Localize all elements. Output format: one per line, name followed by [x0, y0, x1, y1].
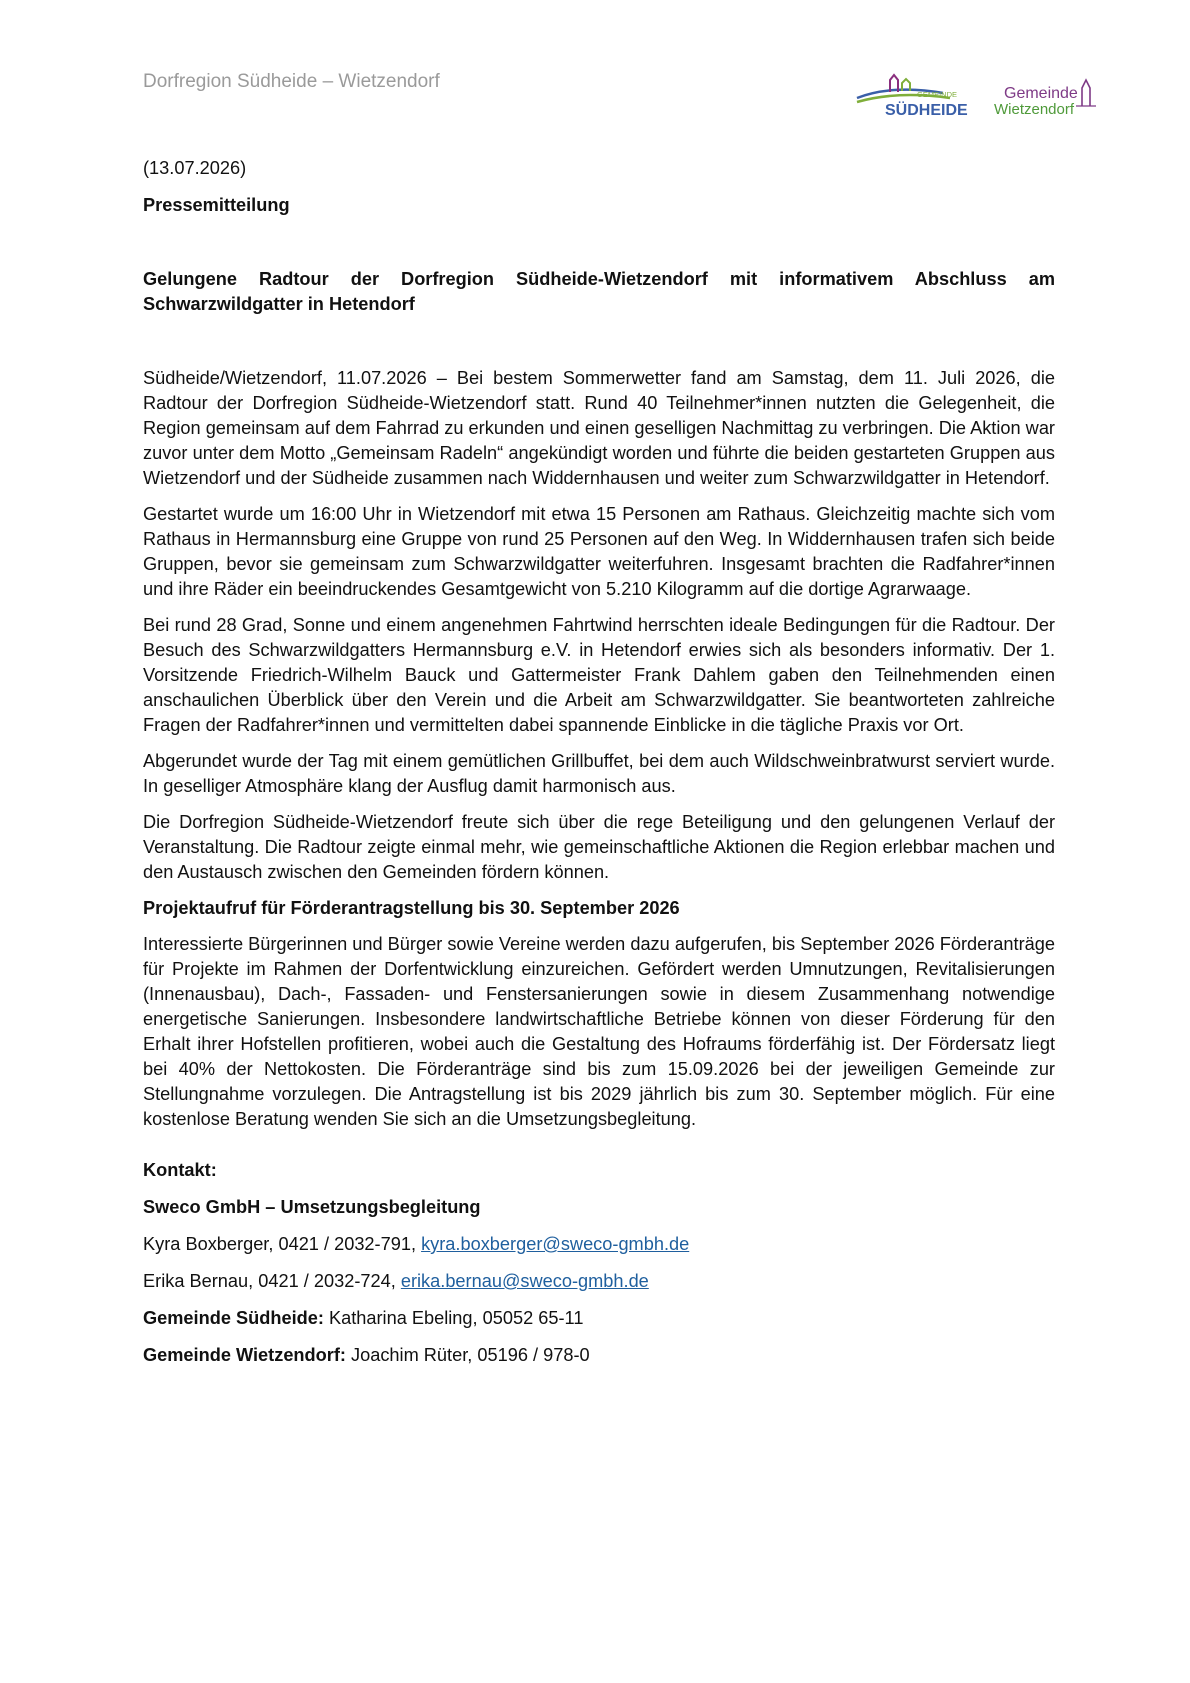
sudheide-logo	[855, 72, 985, 127]
contact-person	[143, 1232, 1055, 1257]
project-subheading: Projektaufruf für Förderantragstellung bis 30. September 2026	[143, 898, 680, 918]
wietzendorf-logo-line2: Wietzendorf	[994, 101, 1075, 118]
sudheide-logo-small: GEMEINDE	[917, 90, 958, 99]
project-paragraph: Interessierte Bürgerinnen und Bürger sowie Vereine werden dazu aufgerufen, bis September 2026 Förderanträge für Projekte im Rahmen der Dorfentwicklung einzureichen. Gefördert werden Umnutzungen, Revitalisierungen (Innenausbau), Dach-, Fassaden- und Fenstersanierungen sowie in diesem Zusammenhang notwendige energetische Sanierungen. Insbesondere landwirtschaftliche Betriebe können von dieser Förderung für den Erhalt ihrer Hofstellen profitieren, wobei auch die Gestaltung des Hofraums förderfähig ist. Der Fördersatz liegt bei 40% der Nettokosten. Die Förderanträge sind bis zum 15.09.2026 bei der jeweiligen Gemeinde zur Stellungnahme vorzulegen. Die Antragstellung ist bis 2029 jährlich bis zum 30. September möglich. Für eine kostenlose Beratung wenden Sie sich an die Umsetzungsbegleitung.	[143, 934, 1055, 1129]
region-header: Dorfregion Südheide – Wietzendorf	[143, 71, 440, 92]
document-headline: Gelungene Radtour der Dorfregion Südheide-Wietzendorf mit informativem Abschluss am Schwarzwildgatter in Hetendorf	[143, 269, 1055, 314]
sudheide-logo-name: SÜDHEIDE	[885, 102, 968, 119]
body-paragraph: Abgerundet wurde der Tag mit einem gemütlichen Grillbuffet, bei dem auch Wildschweinbratwurst serviert wurde. In geselliger Atmosphäre klang der Ausflug damit harmonisch aus.	[143, 751, 1055, 796]
contact-section	[143, 1158, 1055, 1368]
municipality-details: Katharina Ebeling, 05052 65-11	[323, 1308, 584, 1328]
wietzendorf-logo	[990, 76, 1100, 126]
contact-person-details: Kyra Boxberger, 0421 / 2032-791,	[143, 1234, 422, 1254]
wietzendorf-logo-line1: Gemeinde	[1004, 85, 1078, 102]
contact-person	[143, 1269, 1055, 1294]
document-date: (13.07.2026)	[143, 158, 247, 178]
municipality-contact	[143, 1306, 1055, 1331]
municipality-label: Gemeinde Wietzendorf:	[143, 1345, 346, 1365]
municipality-contact	[143, 1343, 1055, 1368]
municipality-details: Joachim Rüter, 05196 / 978-0	[345, 1345, 590, 1365]
contact-heading: Kontakt:	[143, 1160, 217, 1180]
body-paragraph: Südheide/Wietzendorf, 11.07.2026 – Bei bestem Sommerwetter fand am Samstag, dem 11. Juli 2026, die Radtour der Dorfregion Südheide-Wietzendorf statt. Rund 40 Teilnehmer*innen nutzten die Gelegenheit, die Region gemeinsam auf dem Fahrrad zu erkunden und einen geselligen Nachmittag zu verbringen. Die Aktion war zuvor unter dem Motto „Gemeinsam Radeln“ angekündigt worden und führte die beiden gestarteten Gruppen aus Wietzendorf und der Südheide zusammen nach Widdernhausen und weiter zum Schwarzwildgatter in Hetendorf.	[143, 368, 1055, 488]
document-body	[143, 366, 1055, 1132]
body-paragraph: Die Dorfregion Südheide-Wietzendorf freute sich über die rege Beteiligung und den gelungenen Verlauf der Veranstaltung. Die Radtour zeigte einmal mehr, wie gemeinschaftliche Aktionen die Region erlebbar machen und den Austausch zwischen den Gemeinden fördern können.	[143, 812, 1055, 882]
logo-group	[855, 72, 1100, 127]
document-content	[143, 156, 1055, 1380]
contact-company: Sweco GmbH – Umsetzungsbegleitung	[143, 1197, 481, 1217]
contact-person-details: Erika Bernau, 0421 / 2032-724,	[143, 1271, 401, 1291]
document-type: Pressemitteilung	[143, 195, 290, 215]
municipality-label: Gemeinde Südheide:	[143, 1308, 324, 1328]
body-paragraph: Gestartet wurde um 16:00 Uhr in Wietzendorf mit etwa 15 Personen am Rathaus. Gleichzeitig machte sich vom Rathaus in Hermannsburg eine Gruppe von rund 25 Personen auf den Weg. In Widdernhausen trafen sich beide Gruppen, bevor sie gemeinsam zum Schwarzwildgatter weiterfuhren. Insgesamt brachten die Radfahrer*innen und ihre Räder ein beeindruckendes Gesamtgewicht von 5.210 Kilogramm auf die dortige Agrarwaage.	[143, 504, 1055, 599]
email-link[interactable]: kyra.boxberger@sweco-gmbh.de	[421, 1234, 690, 1254]
body-paragraph: Bei rund 28 Grad, Sonne und einem angenehmen Fahrtwind herrschten ideale Bedingungen für die Radtour. Der Besuch des Schwarzwildgatters Hermannsburg e.V. in Hetendorf erwies sich als besonders informativ. Der 1. Vorsitzende Friedrich-Wilhelm Bauck und Gattermeister Frank Dahlem gaben den Teilnehmenden einen anschaulichen Überblick über den Verein und die Arbeit am Schwarzwildgatter. Sie beantworteten zahlreiche Fragen der Radfahrer*innen und vermittelten dabei spannende Einblicke in die tägliche Praxis vor Ort.	[143, 615, 1055, 735]
email-link[interactable]: erika.bernau@sweco-gmbh.de	[400, 1271, 649, 1291]
